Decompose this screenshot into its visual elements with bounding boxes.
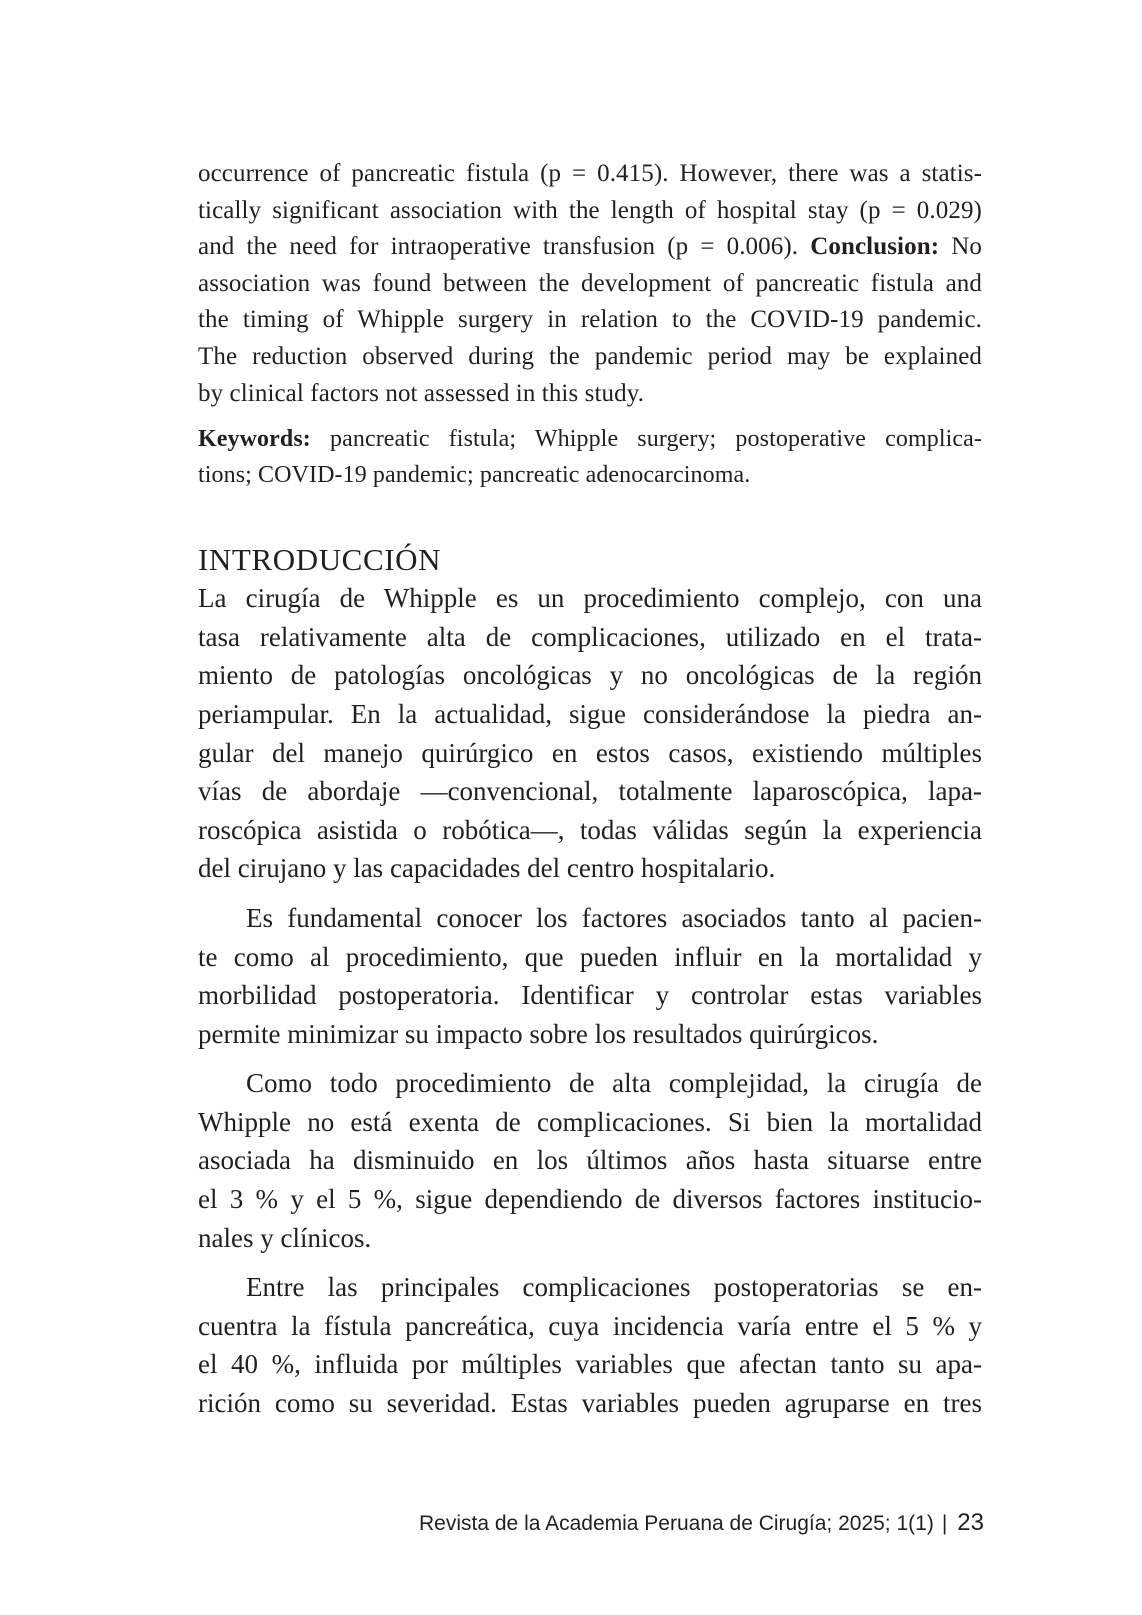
paragraph-line: Entre las principales complicaciones postoperatorias se en- xyxy=(246,1272,982,1303)
paragraph-line: tasa relativamente alta de complicaciones, utilizado en el trata- xyxy=(198,621,982,652)
paragraph-line: el 3 % y el 5 %, sigue dependiendo de diversos factores institucio- xyxy=(198,1184,982,1215)
page-number: 23 xyxy=(957,1509,984,1536)
section-heading: INTRODUCCIÓN xyxy=(198,542,442,578)
paragraph-line: del cirujano y las capacidades del centro hospitalario. xyxy=(198,853,776,884)
abstract-line xyxy=(198,229,982,266)
conclusion-label: Conclusion: xyxy=(810,233,940,261)
paragraph-line: roscópica asistida o robótica—, todas válidas según la experiencia xyxy=(198,814,982,845)
keywords-label: Keywords: xyxy=(198,426,311,453)
text-column xyxy=(198,156,982,1423)
paragraph-line: Whipple no está exenta de complicaciones. Si bien la mortalidad xyxy=(198,1106,982,1137)
body-paragraph xyxy=(198,1268,982,1422)
abstract-line-text: and the need for intraoperative transfusion (p = 0.006). xyxy=(198,233,811,261)
keywords-paragraph xyxy=(198,421,982,493)
paragraph-line: gular del manejo quirúrgico en estos casos, existiendo múltiples xyxy=(198,737,982,768)
footer-separator: | xyxy=(941,1512,948,1535)
paragraph-line: asociada ha disminuido en los últimos años hasta situarse entre xyxy=(198,1145,982,1176)
paragraph-line: nales y clínicos. xyxy=(198,1222,372,1253)
paragraph-line: miento de patologías oncológicas y no oncológicas de la región xyxy=(198,660,982,691)
paragraph-line: permite minimizar su impacto sobre los resultados quirúrgicos. xyxy=(198,1018,879,1049)
paragraph-line: el 40 %, influida por múltiples variables que afectan tanto su apa- xyxy=(198,1349,982,1380)
journal-citation: Revista de la Academia Peruana de Cirugía; 2025; 1(1) xyxy=(419,1512,934,1535)
conclusion-tail: No xyxy=(939,233,982,261)
keywords-text: pancreatic fistula; Whipple surgery; postoperative complica- xyxy=(310,426,982,453)
abstract-line: The reduction observed during the pandemic period may be explained xyxy=(198,342,982,370)
abstract-line: occurrence of pancreatic fistula (p = 0.415). However, there was a statis- xyxy=(198,160,982,187)
paragraph-line: Como todo procedimiento de alta complejidad, la cirugía de xyxy=(246,1068,982,1099)
abstract-conclusion-paragraph xyxy=(198,156,982,412)
abstract-line: association was found between the development of pancreatic fistula and xyxy=(198,269,982,297)
abstract-line: by clinical factors not assessed in this study. xyxy=(198,379,645,407)
paragraph-line: te como al procedimiento, que pueden influir en la mortalidad y xyxy=(198,941,982,972)
paragraph-line: La cirugía de Whipple es un procedimiento complejo, con una xyxy=(198,583,982,614)
paragraph-line: rición como su severidad. Estas variables pueden agruparse en tres xyxy=(198,1388,982,1419)
body-paragraph xyxy=(198,579,982,888)
keywords-line: tions; COVID-19 pandemic; pancreatic adenocarcinoma. xyxy=(198,462,751,489)
paragraph-line: morbilidad postoperatoria. Identificar y controlar estas variables xyxy=(198,980,982,1011)
paragraph-line: cuentra la fístula pancreática, cuya incidencia varía entre el 5 % y xyxy=(198,1310,982,1341)
paragraph-line: Es fundamental conocer los factores asociados tanto al pacien- xyxy=(246,902,982,933)
page-footer xyxy=(419,1508,984,1539)
paragraph-line: vías de abordaje —convencional, totalmente laparoscópica, lapa- xyxy=(198,776,982,807)
paragraph-line: periampular. En la actualidad, sigue considerándose la piedra an- xyxy=(198,698,982,729)
body-paragraph xyxy=(198,1064,982,1257)
body-paragraph xyxy=(198,899,982,1053)
abstract-line: tically significant association with the length of hospital stay (p = 0.029) xyxy=(198,196,982,224)
abstract-line: the timing of Whipple surgery in relation to the COVID-19 pandemic. xyxy=(198,306,982,334)
keywords-line xyxy=(198,421,982,457)
